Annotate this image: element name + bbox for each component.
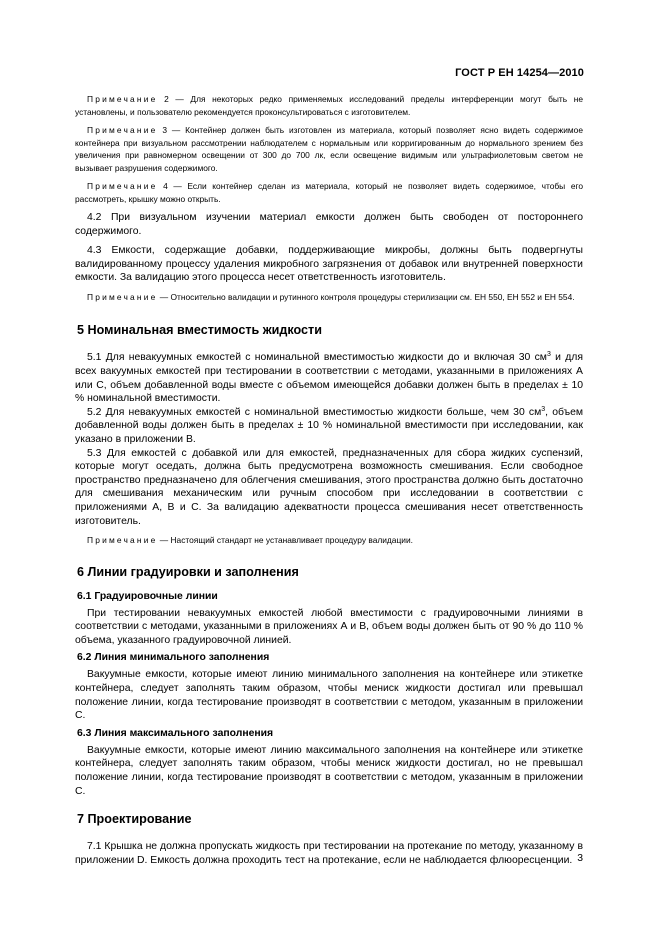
note-text: 3 — Контейнер должен быть изготовлен из материала, который позволяет ясно видеть содержимое контейнера при визуальном рассмотрении наблюдателем с нормальным или корригированным до нормального зрением без увеличения при равномерном освещении от 300 до 700 лк, если освещение видимым или ультрафиолетовым светом не вызывает разрушения содержимого. (75, 125, 583, 173)
section-5-heading: 5 Номинальная вместимость жидкости (77, 323, 322, 338)
paragraph-5-3: 5.3 Для емкостей с добавкой или для емкостей, предназначенных для сбора жидких суспензий, которые могут оседать, должна быть предусмотрена возможность смешивания. Если свободное пространство предназначено для облегчения смешивания, этого пространства должно быть достаточно для смешивания механическим или ручным способом при исследовании в соответствии с приложениями А, В и С. За валидацию адекватности процесса смешивания несет ответственность изготовитель. (75, 447, 583, 527)
note-text: — Относительно валидации и рутинного контроля процедуры стерилизации см. ЕН 550, ЕН 552 и ЕН 554. (157, 291, 575, 302)
section-6-heading: 6 Линии градуировки и заполнения (77, 564, 299, 579)
paragraph-5-2 (75, 406, 583, 447)
paragraph-5-1-text-a: 5.1 Для невакуумных емкостей с номинальной вместимостью жидкости до и включая 30 см (87, 352, 547, 364)
subsection-6-3-heading: 6.3 Линия максимального заполнения (77, 727, 274, 739)
paragraph-6-1: При тестировании невакуумных емкостей любой вместимости с градуировочными линиями в соответствии с методами, указанными в приложениях А и В, объем воды должен быть от 90 % до 110 % объема, указанного градуировочной линией. (75, 607, 583, 646)
note-label: Примечание (87, 181, 158, 191)
note-3 (75, 124, 583, 174)
paragraph-6-2: Вакуумные емкости, которые имеют линию минимального заполнения на контейнере или этикетке контейнера, следует заполнять таким образом, чтобы мениск жидкости достигал или превышал положение линии, когда тестирование производят в соответствии с методом, указанным в приложении С. (75, 669, 583, 722)
note-2 (75, 93, 583, 118)
note-label: Примечание (87, 291, 158, 302)
paragraph-4-2: 4.2 При визуальном изучении материал емкости должен быть свободен от постороннего содержимого. (75, 212, 583, 237)
section-7-heading: 7 Проектирование (77, 812, 192, 827)
note-text: 4 — Если контейнер сделан из материала, который не позволяет видеть содержимое, чтобы его рассмотреть, крышку можно открыть. (75, 181, 583, 204)
paragraph-5-2-text-b: , объем добавленной воды должен быть в пределах ± 10 % номинальной вместимости при исследовании, как указано в приложении В. (75, 406, 584, 446)
paragraph-5-1 (75, 351, 583, 405)
note-label: Примечание (87, 125, 158, 135)
paragraph-7-1: 7.1 Крышка не должна пропускать жидкость при тестировании на протекание по методу, указанному в приложении D. Емкость должна проходить тест на протекание, если не наблюдается флюоресценции. (75, 841, 583, 866)
note-text: — Настоящий стандарт не устанавливает процедуру валидации. (157, 535, 413, 546)
subsection-6-2-heading: 6.2 Линия минимального заполнения (77, 652, 270, 664)
page-content (75, 93, 583, 867)
note-4 (75, 180, 583, 205)
paragraph-5-2-text-a: 5.2 Для невакуумных емкостей с номинальной вместимостью жидкости больше, чем 30 см (87, 406, 542, 418)
page-number: 3 (577, 853, 583, 864)
note-label: Примечание (87, 535, 158, 546)
paragraph-4-3: 4.3 Емкости, содержащие добавки, поддерживающие микробы, должны быть подвергнуты валидированному процессу удаления микробного загрязнения от добавок или внутренней поверхности емкости. За валидацию этого процесса несет ответственность изготовитель. (75, 245, 583, 284)
note-label: Примечание (87, 94, 158, 104)
superscript: 3 (546, 351, 551, 359)
subsection-6-1-heading: 6.1 Градуировочные линии (77, 590, 218, 602)
note-text: 2 — Для некоторых редко применяемых исследований пределы интерференции могут быть не установлены, и пользователю рекомендуется проконсультироваться с изготовителем. (75, 94, 583, 117)
document-id: ГОСТ Р ЕН 14254—2010 (455, 67, 584, 79)
note-validation (75, 291, 583, 304)
note-section-5 (75, 534, 583, 547)
superscript: 3 (541, 405, 546, 413)
paragraph-6-3: Вакуумные емкости, которые имеют линию максимального заполнения на контейнере или этикетке контейнера, следует заполнять таким образом, чтобы мениск жидкости достигал, но не превышал положение линии, когда тестирование производят в соответствии с методом, указанным в приложении С. (75, 744, 583, 797)
paragraph-5-1-text-b: и для всех вакуумных емкостей при тестировании в соответствии с методами, указанными в приложениях А или С, объем добавленной воды вместе с объемом имеющейся добавки должен быть в пределах ± 10 % номинальной вместимости. (75, 352, 583, 405)
